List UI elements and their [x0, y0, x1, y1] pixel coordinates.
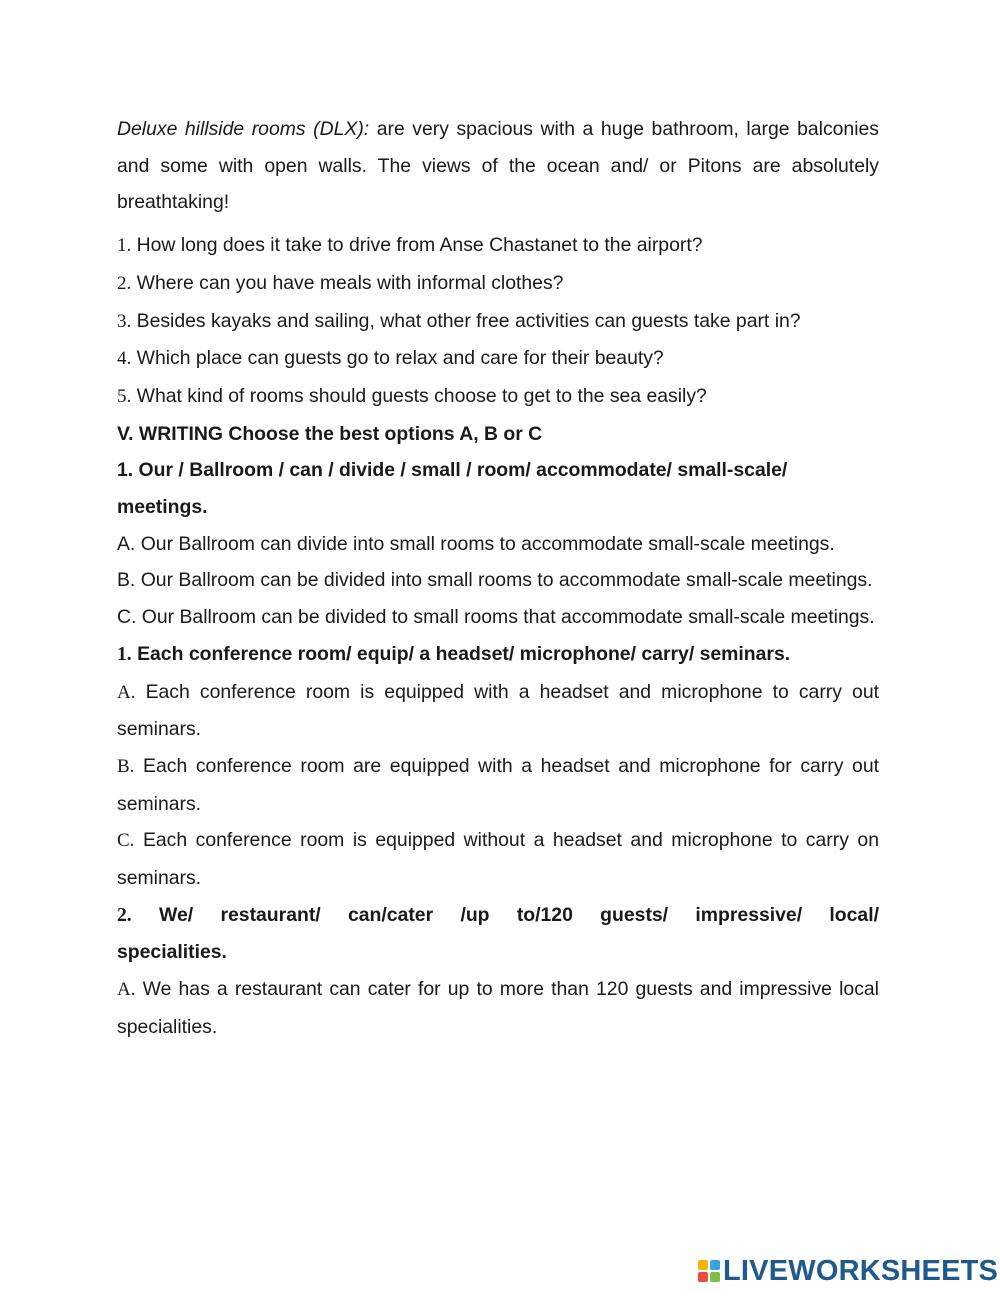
option-letter: A. [117, 681, 136, 703]
exercise-prompt [117, 636, 879, 674]
question-item [117, 265, 879, 303]
section-heading: V. WRITING Choose the best options A, B or C [117, 422, 543, 445]
logo-square-yellow [698, 1260, 708, 1270]
exercise-prompt-text: We/ restaurant/ can/cater /up to/120 guests/ impressive/ local/ [131, 903, 879, 926]
question-item [117, 227, 879, 265]
brand-name: LIVEWORKSHEETS [723, 1255, 999, 1287]
option-letter: C. [117, 830, 135, 852]
exercise-prompt: 1. Our / Ballroom / can / divide / small / room/ accommodate/ small-scale/ [117, 459, 788, 482]
question-text: Which place can guests go to relax and care for their beauty? [131, 347, 664, 370]
question-number: 1. [117, 235, 132, 257]
question-list [117, 227, 879, 416]
exercise-prompt-text: Each conference room/ equip/ a headset/ microphone/ carry/ seminars. [131, 642, 791, 665]
intro-text: are very spacious with a huge bathroom, large balconies and some with open walls. The views of the ocean and/ or Pitons are absolutely breathtaking! [117, 118, 879, 214]
logo-square-blue [710, 1260, 720, 1270]
intro-paragraph [117, 111, 879, 221]
logo-square-red [698, 1272, 708, 1282]
option-text: Each conference room is equipped with a headset and microphone to carry out seminars. [117, 680, 879, 741]
exercise-prompt [117, 897, 879, 935]
logo-square-green [710, 1272, 720, 1282]
worksheet-page [117, 111, 879, 1046]
question-number: 2. [117, 272, 132, 294]
exercise-prompt-continued: specialities. [117, 941, 227, 964]
liveworksheets-logo-icon [698, 1260, 720, 1282]
question-item [117, 378, 879, 416]
question-text: Where can you have meals with informal clothes? [131, 271, 564, 294]
option-text: We has a restaurant can cater for up to more than 120 guests and impressive local specialities. [117, 978, 879, 1038]
question-item [117, 340, 879, 378]
exercise-number: 1. [117, 643, 132, 665]
question-text: What kind of rooms should guests choose to get to the sea easily? [131, 384, 707, 407]
question-number: 5. [117, 385, 132, 407]
question-text: Besides kayaks and sailing, what other free activities can guests take part in? [131, 309, 801, 332]
question-item [117, 303, 879, 341]
answer-option: A. Our Ballroom can divide into small rooms to accommodate small-scale meetings. [117, 532, 835, 555]
answer-option: C. Our Ballroom can be divided to small rooms that accommodate small-scale meetings. [117, 606, 875, 629]
answer-option [117, 674, 879, 748]
liveworksheets-logo [698, 1256, 998, 1286]
answer-option: B. Our Ballroom can be divided into small rooms to accommodate small-scale meetings. [117, 569, 873, 592]
question-text: How long does it take to drive from Anse Chastanet to the airport? [131, 234, 703, 257]
option-letter: A. [117, 979, 136, 1001]
exercise-prompt-continued: meetings. [117, 496, 208, 519]
exercise-number: 2. [117, 904, 132, 926]
intro-term: Deluxe hillside rooms (DLX): [117, 118, 370, 140]
option-letter: B. [117, 755, 135, 777]
answer-option [117, 748, 879, 822]
answer-option [117, 822, 879, 896]
question-number: 4. [117, 348, 132, 370]
answer-option [117, 971, 879, 1045]
option-text: Each conference room is equipped without a headset and microphone to carry on seminars. [117, 829, 879, 890]
question-number: 3. [117, 310, 132, 332]
option-text: Each conference room are equipped with a headset and microphone for carry out seminars. [117, 754, 879, 815]
